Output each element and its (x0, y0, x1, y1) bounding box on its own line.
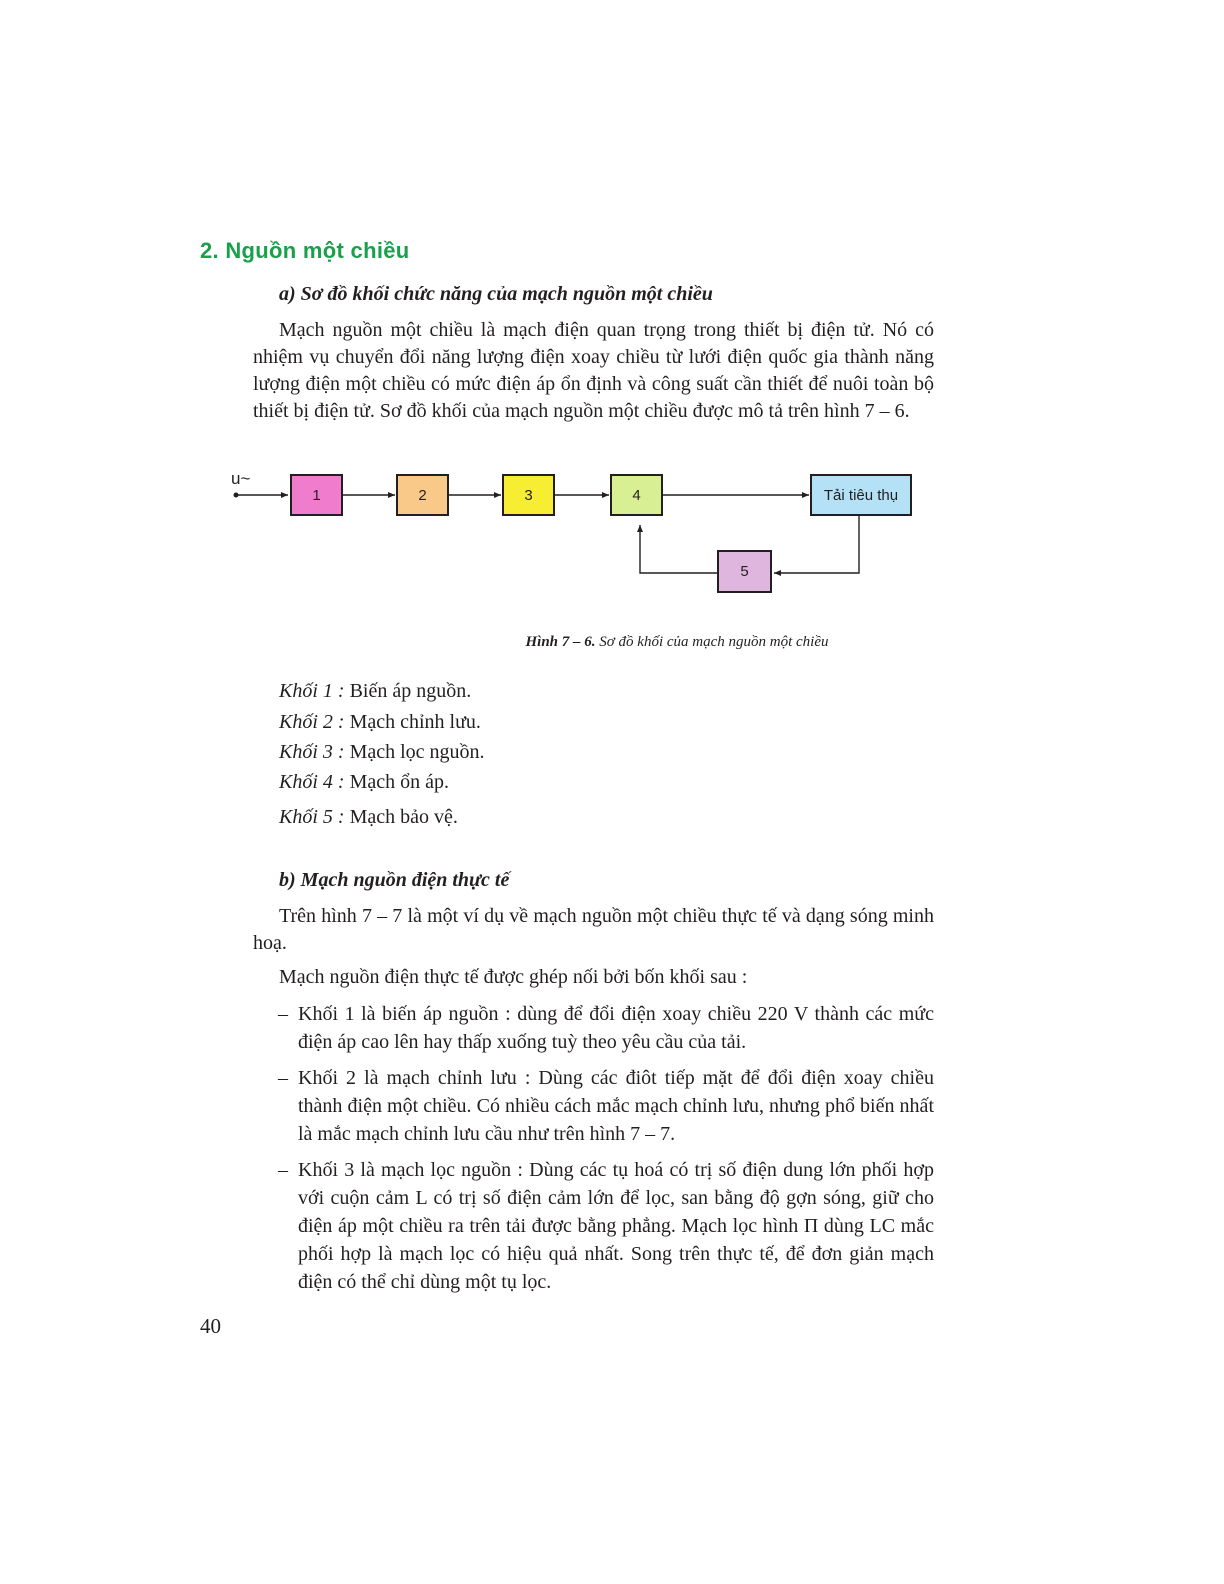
figure-number: Hình 7 – 6. (525, 634, 596, 650)
block-5 (717, 550, 772, 593)
subsection-b-heading: b) Mạch nguồn điện thực tế (279, 869, 510, 891)
list-item (279, 711, 481, 734)
block-desc: Biến áp nguồn. (349, 680, 472, 702)
block-3 (502, 474, 555, 516)
input-terminal (234, 493, 239, 498)
page-number: 40 (200, 1314, 221, 1338)
list-item (278, 1156, 934, 1296)
block-3-label: 3 (524, 486, 533, 504)
list-item (279, 680, 471, 703)
list-item-text: Khối 3 là mạch lọc nguồn : Dùng các tụ hoá có trị số điện dung lớn phối hợp với cuộn cảm L có trị số điện cảm lớn để lọc, san bằng độ gợn sóng, giữ cho điện áp một chiều ra trên tải được bằng phẳng. Mạch lọc hình Π dùng LC mắc phối hợp là mạch lọc có hiệu quả nhất. Song trên thực tế, để đơn giản mạch điện có thể chỉ dùng một tụ lọc. (298, 1159, 934, 1293)
arrow-load-5 (774, 516, 859, 573)
block-4-label: 4 (632, 486, 641, 504)
block-key: Khối 5 : (279, 806, 345, 828)
block-desc: Mạch chỉnh lưu. (349, 711, 481, 733)
block-key: Khối 3 : (279, 741, 345, 763)
section-title: 2. Nguồn một chiều (200, 238, 410, 263)
subsection-a-paragraph: Mạch nguồn một chiều là mạch điện quan trọng trong thiết bị điện tử. Nó có nhiệm vụ chuyển đổi năng lượng điện xoay chiều từ lưới điện quốc gia thành năng lượng điện một chiều có mức điện áp ổn định và công suất cần thiết để nuôi toàn bộ thiết bị điện tử. Sơ đồ khối của mạch nguồn một chiều được mô tả trên hình 7 – 6. (253, 319, 934, 422)
block-key: Khối 4 : (279, 771, 345, 793)
block-desc: Mạch lọc nguồn. (349, 741, 485, 763)
list-item-text: Khối 2 là mạch chỉnh lưu : Dùng các điôt tiếp mặt để đổi điện xoay chiều thành điện một chiều. Có nhiều cách mắc mạch chỉnh lưu, nhưng phổ biến nhất là mắc mạch chỉnh lưu cầu như trên hình 7 – 7. (298, 1067, 934, 1145)
figure-caption (0, 634, 1224, 651)
block-1 (290, 474, 343, 516)
list-item (279, 806, 458, 829)
figure-text: Sơ đồ khối của mạch nguồn một chiều (599, 634, 829, 650)
list-item (278, 1000, 934, 1056)
dash-marker: – (278, 1003, 288, 1025)
block-1-label: 1 (312, 486, 321, 504)
list-item (279, 741, 485, 764)
block-4 (610, 474, 663, 516)
block-load-label: Tải tiêu thụ (823, 486, 899, 504)
subsection-b-paragraph-1: Trên hình 7 – 7 là một ví dụ về mạch nguồn một chiều thực tế và dạng sóng minh hoạ. (253, 905, 934, 954)
dash-marker: – (278, 1067, 288, 1089)
arrow-5-4 (640, 525, 717, 573)
list-item (279, 771, 449, 794)
subsection-b-paragraph-2: Mạch nguồn điện thực tế được ghép nối bởi bốn khối sau : (279, 966, 748, 988)
subsection-a-heading: a) Sơ đồ khối chức năng của mạch nguồn một chiều (279, 283, 713, 305)
list-item (278, 1064, 934, 1148)
input-label: u~ (231, 469, 251, 488)
block-diagram (228, 468, 928, 608)
block-5-label: 5 (740, 563, 749, 580)
block-key: Khối 2 : (279, 711, 345, 733)
list-item-text: Khối 1 là biến áp nguồn : dùng để đổi điện xoay chiều 220 V thành các mức điện áp cao lên hay thấp xuống tuỳ theo yêu cầu của tải. (298, 1003, 934, 1053)
block-desc: Mạch bảo vệ. (349, 806, 458, 828)
block-desc: Mạch ổn áp. (349, 771, 449, 793)
block-2-label: 2 (418, 486, 427, 504)
block-key: Khối 1 : (279, 680, 345, 702)
block-2 (396, 474, 449, 516)
block-load (810, 474, 912, 516)
dash-marker: – (278, 1159, 288, 1181)
